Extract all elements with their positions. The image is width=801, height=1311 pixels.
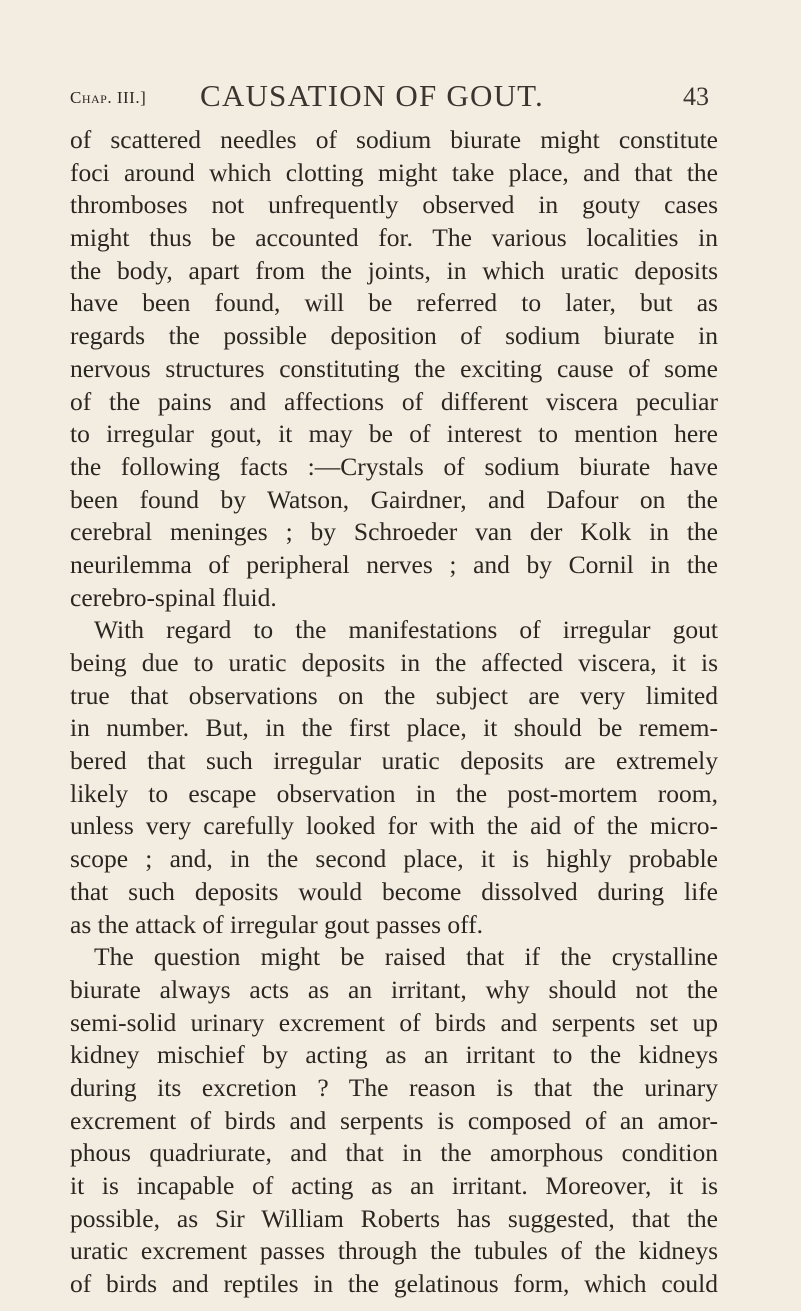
text-line: cerebro-spinal fluid.	[70, 582, 277, 612]
text-line: unless very carefully looked for with the aid of the micro-	[70, 811, 718, 841]
text-line: With regard to the manifestations of irregular gout	[94, 615, 718, 645]
text-line: that such deposits would become dissolved during life	[70, 876, 718, 906]
text-line: The question might be raised that if the crystalline	[94, 942, 718, 972]
text-line: of the pains and affections of different viscera peculiar	[70, 386, 718, 416]
text-line: excrement of birds and serpents is composed of an amor-	[70, 1105, 718, 1135]
text-line: in number. But, in the first place, it should be remem-	[70, 713, 718, 743]
text-line: true that observations on the subject are very limited	[70, 680, 718, 710]
text-line: being due to uratic deposits in the affected viscera, it is	[70, 648, 718, 677]
text-line: the following facts :—Crystals of sodium biurate have	[70, 451, 718, 481]
text-line: thromboses not unfrequently observed in gouty cases	[70, 190, 718, 220]
text-line: might thus be accounted for. The various localities in	[70, 223, 718, 253]
text-line: nervous structures constituting the exciting cause of some	[70, 353, 718, 383]
text-line: semi-solid urinary excrement of birds and serpents set up	[70, 1007, 718, 1037]
text-line: neurilemma of peripheral nerves ; and by Cornil in the	[70, 549, 718, 579]
page-title: CAUSATION OF GOUT.	[200, 78, 544, 113]
text-line: bered that such irregular uratic deposits are extremely	[70, 746, 718, 776]
text-line: during its excretion ? The reason is that the urinary	[70, 1072, 718, 1102]
text-line: kidney mischief by acting as an irritant to the kidneys	[70, 1040, 718, 1070]
text-line: likely to escape observation in the post-mortem room,	[70, 778, 718, 808]
text-line: scope ; and, in the second place, it is highly probable	[70, 844, 718, 874]
text-line: uratic excrement passes through the tubules of the kidneys	[70, 1236, 718, 1266]
text-line: foci around which clotting might take place, and that the	[70, 157, 718, 187]
text-line: it is incapable of acting as an irritant. Moreover, it is	[70, 1171, 718, 1200]
text-line: possible, as Sir William Roberts has suggested, that the	[70, 1203, 718, 1233]
text-line: been found by Watson, Gairdner, and Dafour on the	[70, 484, 718, 514]
text-line: of scattered needles of sodium biurate might constitute	[70, 125, 718, 154]
chapter-label: Chap. III.]	[70, 88, 147, 107]
text-line: regards the possible deposition of sodium biurate in	[70, 321, 718, 351]
text-line: phous quadriurate, and that in the amorphous condition	[70, 1138, 718, 1168]
text-line: as the attack of irregular gout passes off.	[70, 909, 484, 939]
running-head	[70, 78, 709, 118]
body-text	[70, 124, 718, 1301]
text-line: have been found, will be referred to later, but as	[70, 288, 718, 318]
text-line: biurate always acts as an irritant, why should not the	[70, 974, 718, 1004]
text-line: of birds and reptiles in the gelatinous form, which could	[70, 1269, 718, 1299]
text-line: to irregular gout, it may be of interest to mention here	[70, 419, 718, 449]
text-line: the body, apart from the joints, in which uratic deposits	[70, 255, 718, 285]
page-number: 43	[683, 82, 709, 111]
text-line: cerebral meninges ; by Schroeder van der Kolk in the	[70, 517, 718, 547]
